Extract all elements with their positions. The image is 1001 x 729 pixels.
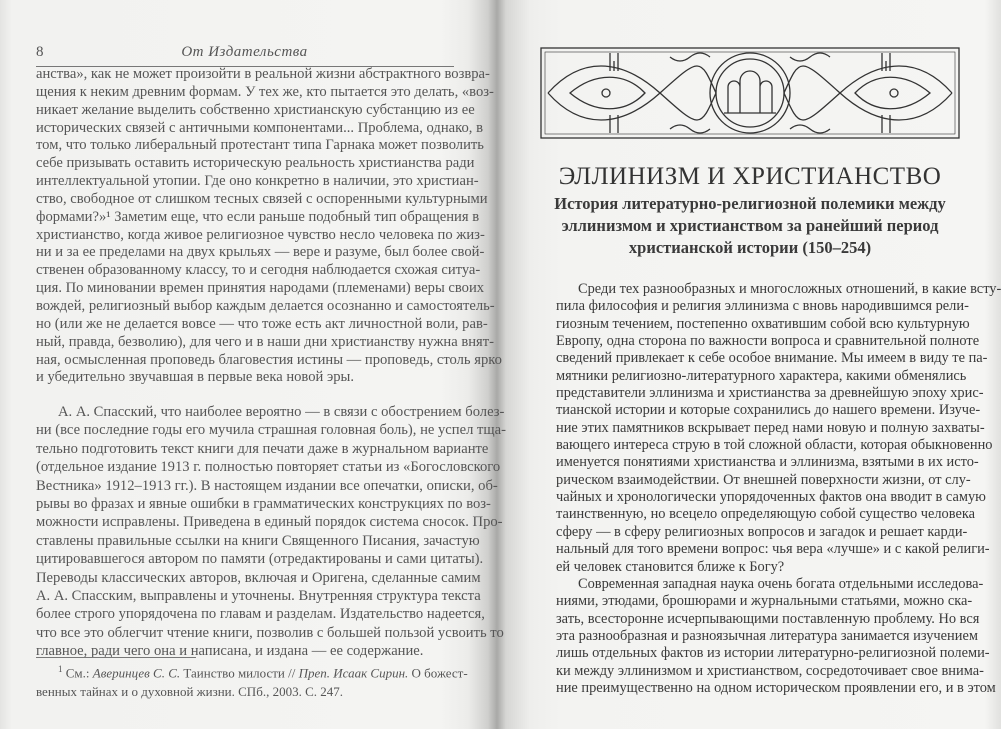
page-number: 8 [36, 44, 44, 60]
text-line: именуется понятиями христианства и эллинизма, взятыми в их исто- [556, 454, 979, 471]
text-line: более строго упорядочена по главам и разделам. Издательство надеется, [36, 606, 485, 623]
text-line: ство, свободное от слишком тесных связей с оспоренными культурными [36, 190, 488, 207]
text-line: сведений привлекает к себе особое внимание. Мы имеем в виду те па- [556, 350, 988, 367]
footnote-work: О божест- [411, 665, 468, 681]
text-line: тельно подготовить текст книги для печати даже в журнальном варианте [36, 440, 489, 457]
footnote-work: Таинство милости // [183, 665, 296, 681]
text-line: Современная западная наука очень богата отдельными исследова- [578, 575, 984, 592]
text-line: но (или же не делается вовсе — что тоже есть акт личностной воли, рав- [36, 315, 488, 332]
text-line: и убедительно звучавшая в первые века новой эры. [36, 369, 354, 386]
text-line: гиозным течением, постепенно охватившим собой всю культурную [556, 315, 970, 332]
text-line: таинственную, но всецело определяющую собой существо человека [556, 506, 976, 523]
subtitle-line: История литературно-религиозной полемики между [554, 194, 946, 213]
text-line: ей человек становится ближе к Богу? [556, 558, 785, 575]
text-line: зать, всесторонне исчерпывающими поставленную проблему. Но вся [556, 610, 980, 627]
text-line: исторических связей с античными компонентами... Проблема, однако, в [36, 119, 483, 136]
paragraph [36, 66, 502, 387]
text-line: чайных и хронологически упорядоченных фактов она вводит в самую [556, 489, 986, 506]
text-line: Переводы классических авторов, включая и Оригена, сделанные самим [36, 569, 481, 586]
chapter-title: ЭЛЛИНИЗМ И ХРИСТИАНСТВО [558, 163, 942, 190]
footnote-author: Аверинцев С. С. [92, 665, 181, 681]
text-line: А. А. Спасский, что наиболее вероятно — в связи с обострением болез- [58, 404, 505, 420]
text-line: ная, осмысленная проповедь благовестия истины — проповедь, столь ярко [36, 351, 502, 368]
text-line: цитировавшегося автором по памяти (отредактированы и сами цитаты). [36, 551, 484, 568]
text-line: рывы во фразах и явные ошибки в грамматических конструкциях по воз- [36, 496, 491, 513]
text-line: ный, правда, безволию), для чего и в наши дни христианству нужна внят- [36, 333, 494, 350]
text-line: сферу — в сферу религиозных вопросов и загадок и решает карди- [556, 523, 968, 540]
text-line: ниями, этюдами, брошюрами и журнальными статьями, можно ска- [556, 593, 973, 610]
paragraph [556, 575, 996, 697]
text-line: можности исправлены. Приведена в единый порядок система сносок. Про- [36, 514, 503, 531]
text-line: ние преимущественно на одном историческом проявлении его, и в этом [556, 679, 996, 696]
text-line: пила философия и религия эллинизма с вновь народившимся рели- [556, 298, 969, 315]
text-line: ция. По миновании времен принятия народами (племенами) веры своих [36, 280, 485, 297]
headpiece-ornament [540, 47, 960, 139]
chapter-subtitle [535, 193, 965, 259]
text-line: Европу, одна сторона по важности вопроса и сравнительной полноте [556, 333, 980, 350]
text-line: ственен образованному классу, то и сегодня наблюдается схожая ситуа- [36, 262, 481, 279]
subtitle-line: христианской истории (150–254) [628, 238, 872, 257]
footnote-author: Преп. Исаак Сирин. [298, 665, 409, 681]
text-line: нальный для того времени вопрос: чья вера «лучше» и с какой религи- [556, 541, 990, 558]
text-line: Вестника» 1912–1913 гг.). В настоящем издании все опечатки, описки, об- [36, 477, 498, 494]
body-text [556, 281, 1001, 697]
text-line: ние этих памятников вскрывает перед нами новую и полную захваты- [556, 419, 985, 436]
footnote-rule [36, 657, 196, 658]
subtitle-line: эллинизмом и христианством за ранейший период [561, 216, 939, 235]
text-line: ставлены правильные ссылки на книги Священного Писания, зачастую [36, 532, 480, 549]
text-line: мятники религиозно-литературного характера, какими обменялись [556, 367, 967, 384]
paragraph [36, 403, 506, 661]
text-line: (отдельное издание 1913 г. полностью повторяет статьи из «Богословского [36, 459, 501, 476]
text-line: тианской истории и которые сохранились до нашего времени. Изуче- [556, 402, 981, 419]
text-line: представители эллинизма и христианства за древнейшую эпоху хрис- [556, 385, 984, 402]
footnote-prefix: См.: [65, 665, 90, 681]
text-line: вающего интереса струю в той сложной области, которая обыкновенно [556, 437, 993, 454]
text-line: ни и за ее пределами на двух крыльях — вере и разуме, был более свой- [36, 244, 485, 261]
footnote-marker: 1 [58, 664, 63, 674]
text-line: лишь отдельных фактов из истории литературно-религиозной полеми- [556, 645, 990, 662]
text-line: том, что только либеральный протестант типа Гарнака может позволить [36, 137, 484, 154]
text-line: А. А. Спасским, выправлены и уточнены. Внутренняя структура текста [36, 588, 481, 605]
text-line: ки между эллинизмом и христианством, сосредоточивает свое внима- [556, 662, 984, 679]
text-line: что все это облегчит чтение книги, позволив с большей пользой усвоить то [36, 624, 504, 641]
running-head: От Издательства [181, 44, 308, 60]
text-line: Среди тех разнообразных и многосложных отношений, в какие всту- [578, 281, 1001, 297]
text-line: эта разнообразная и разноязычная литература занимается изучением [556, 627, 978, 644]
footnote-line: венных тайнах и о духовной жизни. СПб., 2003. С. 247. [36, 684, 343, 700]
text-line: ни (все последние годы его мучила страшная головная боль), не успел тща- [36, 422, 506, 439]
text-line: вождей, религиозный выбор каждым делается осознанно и самостоятель- [36, 297, 495, 314]
text-line: себе призывать оставить историческую реальность христианства ради [36, 155, 475, 172]
paragraph [556, 281, 1001, 576]
text-line: рическом взаимодействии. От внешней поверхности жизни, от слу- [556, 471, 971, 488]
right-page [505, 0, 1000, 729]
text-line: главное, ради чего она и написана, и издана — ее содержание. [36, 643, 424, 660]
text-line: щения к неким древним формам. У тех же, кто пытается это делать, «воз- [36, 83, 494, 100]
text-line: христианство, когда живое религиозное чувство несло человека по жиз- [36, 226, 485, 243]
text-line: никает желание выделить собственно христианскую субстанцию из ее [36, 101, 475, 118]
text-line: формами?»¹ Заметим еще, что если раньше подобный тип обращения в [36, 208, 480, 225]
footnote [36, 660, 468, 701]
text-line: анства», как не может произойти в реальной жизни абстрактного возвра- [36, 66, 490, 82]
text-line: интеллектуальной утопии. Где оно конкретно в наличии, это христиан- [36, 173, 479, 190]
